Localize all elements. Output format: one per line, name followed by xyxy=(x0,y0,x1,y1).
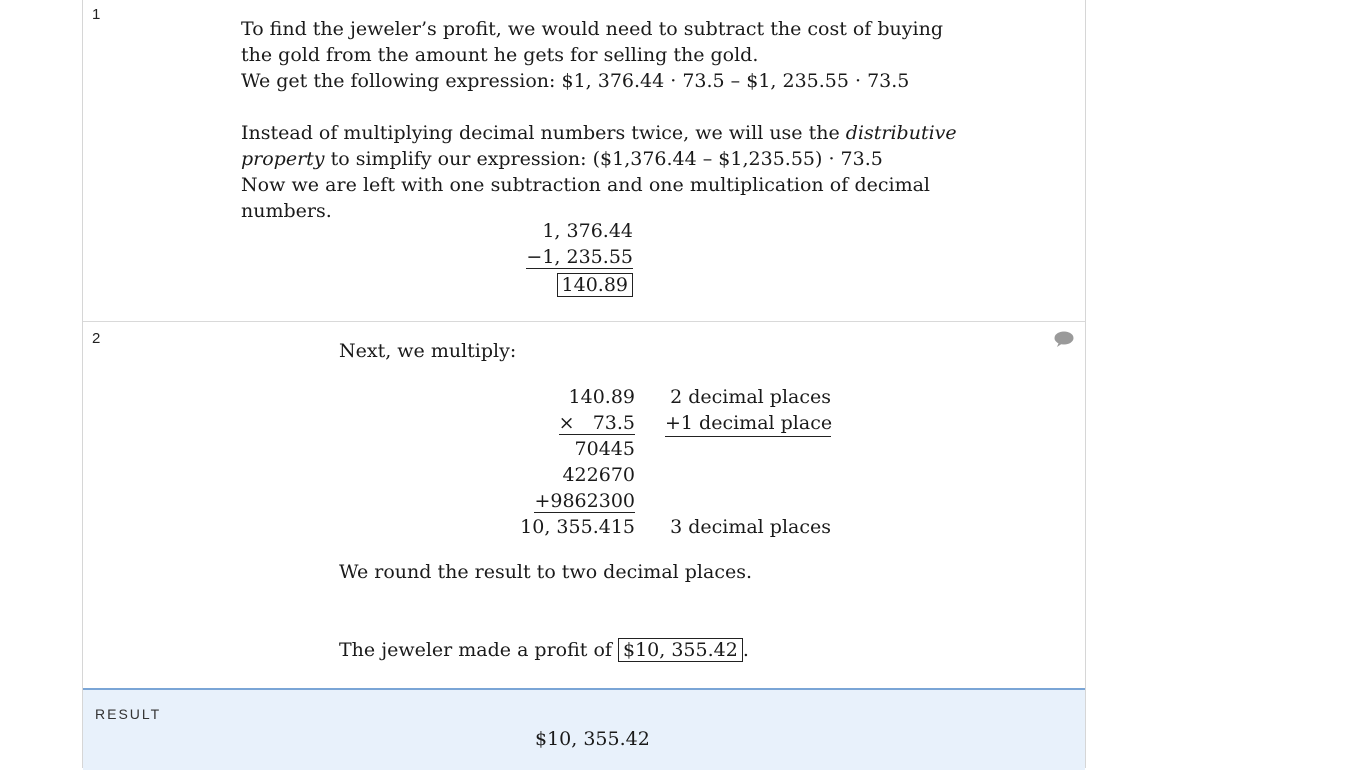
result-label: RESULT xyxy=(95,706,162,722)
step2-intro: Next, we multiply: xyxy=(339,340,517,362)
mult-row xyxy=(513,410,635,436)
profit-prefix: The jeweler made a profit of xyxy=(339,639,612,661)
profit-suffix: . xyxy=(742,639,749,661)
subtraction-minuend: 1, 376.44 xyxy=(542,220,633,242)
profit-statement xyxy=(339,637,749,663)
mult-row: 422670 xyxy=(562,464,635,486)
comment-icon[interactable] xyxy=(1054,331,1074,347)
difference-boxed: 140.89 xyxy=(557,273,633,297)
subtrahend-value: −1, 235.55 xyxy=(526,246,633,268)
step1-text-line: Now we are left with one subtraction and one multiplication of decimal xyxy=(241,174,930,196)
step1-text-line: To find the jeweler’s profit, we would need to subtract the cost of buying xyxy=(241,18,943,40)
multiplier-value: × 73.5 xyxy=(558,412,635,434)
decimal-note xyxy=(663,410,831,437)
profit-value-boxed: $10, 355.42 xyxy=(618,638,743,662)
step1-text-line xyxy=(241,146,883,172)
step1-expression: We get the following expression: $1, 376.44 · 73.5 – $1, 235.55 · 73.5 xyxy=(241,70,910,92)
subtraction-difference xyxy=(523,272,633,298)
result-section xyxy=(83,688,1085,770)
emphasis-text: property xyxy=(241,148,325,170)
text-segment: Instead of multiplying decimal numbers twice, we will use the xyxy=(241,122,840,144)
text-segment: to simplify our expression: ($1,376.44 – $1,235.55) · 73.5 xyxy=(324,148,883,170)
step-2 xyxy=(83,322,1085,688)
decimal-note: 3 decimal places xyxy=(670,516,831,538)
step-number: 1 xyxy=(92,6,101,23)
result-value: $10, 355.42 xyxy=(535,728,650,750)
mult-row: 70445 xyxy=(574,438,635,460)
step-1 xyxy=(83,0,1085,322)
step1-text-line: the gold from the amount he gets for selling the gold. xyxy=(241,44,759,66)
subtraction-subtrahend xyxy=(523,244,633,270)
mult-row xyxy=(513,488,635,514)
step1-text-line xyxy=(241,120,957,146)
decimal-note: 2 decimal places xyxy=(670,386,831,408)
round-text: We round the result to two decimal places. xyxy=(339,561,752,583)
partial-sum-value: +9862300 xyxy=(534,490,635,512)
emphasis-text: distributive xyxy=(845,122,957,144)
step1-text-line: numbers. xyxy=(241,200,332,222)
step-number: 2 xyxy=(92,330,101,347)
decimal-note-underlined: +1 decimal place xyxy=(665,410,831,437)
mult-result: 10, 355.415 xyxy=(520,516,635,538)
solution-panel xyxy=(82,0,1086,768)
mult-row: 140.89 xyxy=(568,386,635,408)
